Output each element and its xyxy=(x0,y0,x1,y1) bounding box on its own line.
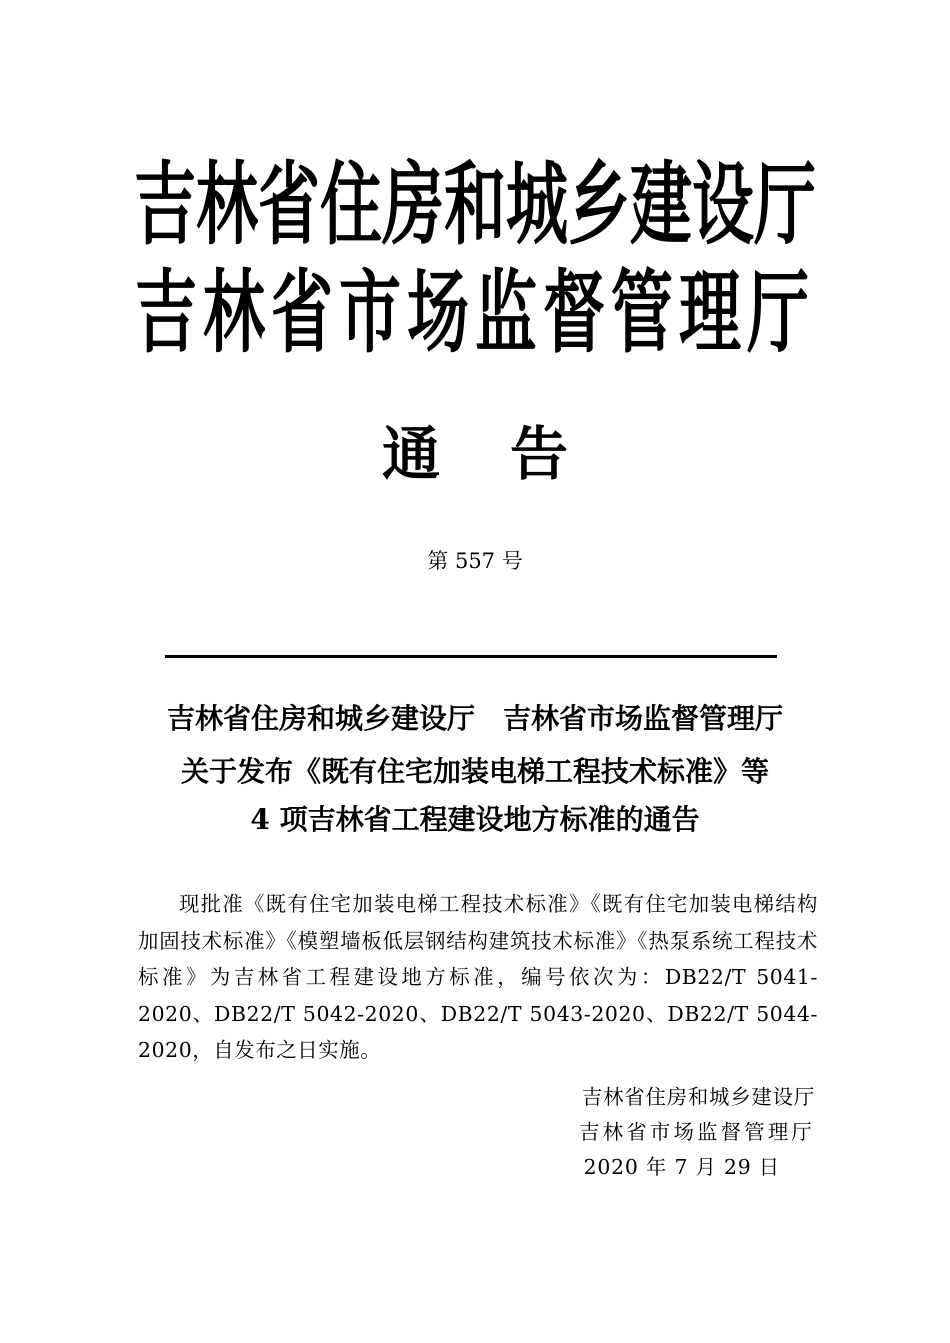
body-paragraph: 现批准《既有住宅加装电梯工程技术标准》《既有住宅加装电梯结构加固技术标准》《模塑墙板低层钢结构建筑技术标准》《热泵系统工程技术标准》为吉林省工程建设地方标准，编号依次为：DB22/T 5041-2020、DB22/T 5042-2020、DB22/T 5043-2020、DB22/T 5044-2020，自发布之日实施。 xyxy=(138,892,818,1062)
document-type-heading: 通告 xyxy=(381,420,638,488)
signature-issuer-market: 吉林省市场监督管理厅 xyxy=(579,1120,815,1144)
headline-line-1: 吉林省住房和城乡建设厅 吉林省市场监督管理厅 xyxy=(166,702,783,735)
signature-issuer-housing: 吉林省住房和城乡建设厅 xyxy=(581,1085,815,1109)
header-divider xyxy=(165,655,777,658)
issuer-title-housing-department: 吉林省住房和城乡建设厅 xyxy=(133,151,816,258)
document-number: 第 557 号 xyxy=(427,549,523,573)
headline-line-2: 关于发布《既有住宅加装电梯工程技术标准》等 xyxy=(180,755,769,788)
issuer-title-market-supervision: 吉林省市场监督管理厅 xyxy=(134,259,815,366)
signature-date: 2020 年 7 月 29 日 xyxy=(583,1155,780,1179)
headline-line-3: 4 项吉林省工程建设地方标准的通告 xyxy=(250,803,700,836)
